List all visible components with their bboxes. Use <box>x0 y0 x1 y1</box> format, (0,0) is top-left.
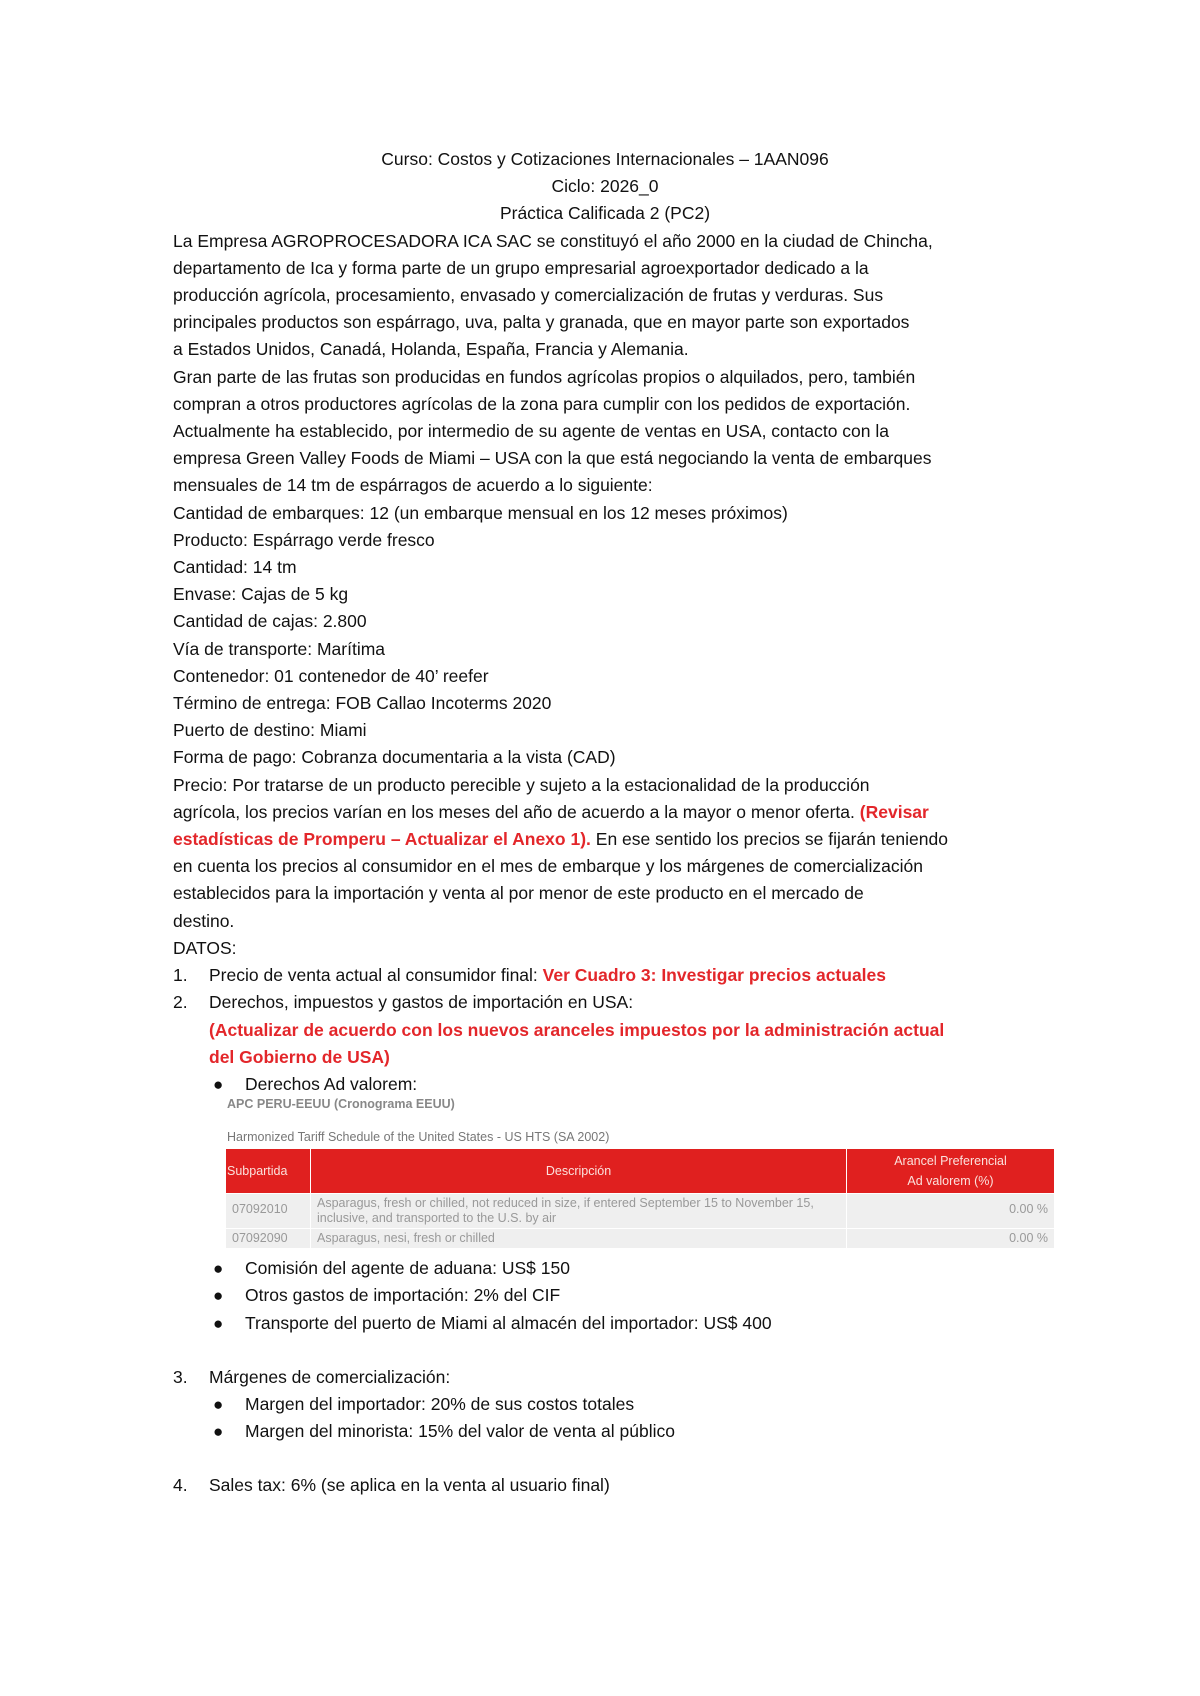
term-shipments: Cantidad de embarques: 12 (un embarque mensual en los 12 meses próximos) <box>173 502 788 523</box>
datos-list-continued <box>173 1255 1037 1499</box>
document-header <box>173 146 1037 228</box>
bullet-icon: ● <box>213 1313 224 1333</box>
bullet-item <box>209 1310 1037 1337</box>
margins-list <box>209 1391 1037 1445</box>
column-header <box>226 1149 311 1194</box>
price-line: en cuenta los precios al consumidor en el mes de embarque y los márgenes de comercialización <box>173 856 923 877</box>
datos-label: DATOS: <box>173 937 237 958</box>
table-cell-rate: 0.00 % <box>847 1229 1055 1249</box>
spacer <box>173 1445 1037 1472</box>
second-paragraph <box>173 364 1037 418</box>
import-costs-list <box>209 1071 1037 1098</box>
term-quantity: Cantidad: 14 tm <box>173 557 297 578</box>
price-highlight: estadísticas de Promperu – Actualizar el Anexo 1). <box>173 829 591 850</box>
table-cell-code: 07092090 <box>226 1229 311 1249</box>
term-payment: Forma de pago: Cobranza documentaria a la vista (CAD) <box>173 747 616 768</box>
bullet-item <box>209 1282 1037 1309</box>
bullet-text: Transporte del puerto de Miami al almacén del importador: US$ 400 <box>245 1312 772 1333</box>
item-highlight: del Gobierno de USA) <box>209 1046 390 1067</box>
bullet-text: Derechos Ad valorem: <box>245 1073 418 1094</box>
column-header <box>847 1149 1055 1194</box>
bullet-text: Margen del minorista: 15% del valor de venta al público <box>245 1421 675 1442</box>
bullet-icon: ● <box>213 1422 224 1442</box>
paragraph-line: mensuales de 14 tm de espárragos de acuerdo a lo siguiente: <box>173 475 653 496</box>
term-boxes: Cantidad de cajas: 2.800 <box>173 611 367 632</box>
document-body <box>173 146 1048 1500</box>
price-highlight: (Revisar <box>859 801 929 822</box>
datos-item-2 <box>173 989 1037 1098</box>
paragraph-line: compran a otros productores agrícolas de la zona para cumplir con los pedidos de exportación. <box>173 393 911 414</box>
column-header-text: Subpartida <box>227 1163 288 1178</box>
tariff-table <box>225 1148 1055 1249</box>
item-highlight: (Actualizar de acuerdo con los nuevos aranceles impuestos por la administración actual <box>209 1019 945 1040</box>
tariff-subtitle: Harmonized Tariff Schedule of the United States - US HTS (SA 2002) <box>227 1130 610 1145</box>
price-line <box>173 799 1037 826</box>
item-text: Derechos, impuestos y gastos de importación en USA: <box>209 992 634 1013</box>
table-row <box>226 1229 1055 1249</box>
price-line <box>173 826 1037 853</box>
bullet-item <box>209 1255 1037 1282</box>
intro-line: a Estados Unidos, Canadá, Holanda, España, Francia y Alemania. <box>173 339 689 360</box>
datos-item-3 <box>173 1364 1037 1446</box>
item-text: Precio de venta actual al consumidor final: <box>209 965 538 986</box>
item-text: Sales tax: 6% (se aplica en la venta al usuario final) <box>209 1475 610 1496</box>
intro-paragraph <box>173 228 1037 364</box>
bullet-text: Otros gastos de importación: 2% del CIF <box>245 1285 561 1306</box>
desc-text: inclusive, and transported to the U.S. by air <box>317 1211 557 1226</box>
paragraph-line: Actualmente ha establecido, por intermedio de su agente de ventas en USA, contacto con la <box>173 421 890 442</box>
item-number: 4. <box>173 1475 188 1496</box>
item-number: 1. <box>173 965 188 986</box>
practice-title: Práctica Calificada 2 (PC2) <box>499 203 711 224</box>
table-header-row <box>226 1149 1055 1194</box>
cycle-line: Ciclo: 2026_0 <box>551 176 659 197</box>
course-title: Curso: Costos y Cotizaciones Internacionales – 1AAN096 <box>381 149 829 169</box>
intro-line: departamento de Ica y forma parte de un grupo empresarial agroexportador dedicado a la <box>173 257 869 278</box>
column-header-text: Ad valorem (%) <box>907 1174 994 1189</box>
spacer <box>173 1337 1037 1364</box>
datos-item-2-cont <box>173 1255 1037 1337</box>
import-costs-list <box>209 1255 1037 1337</box>
intro-line: principales productos son espárrago, uva, palta y granada, que en mayor parte son exportados <box>173 312 910 333</box>
third-paragraph <box>173 418 1037 500</box>
bullet-text: Margen del importador: 20% de sus costos totales <box>245 1393 635 1414</box>
item-number: 3. <box>173 1366 188 1387</box>
bullet-icon: ● <box>213 1074 224 1094</box>
table-cell-desc: Asparagus, nesi, fresh or chilled <box>311 1229 847 1249</box>
term-packaging: Envase: Cajas de 5 kg <box>173 584 349 605</box>
table-cell-rate: 0.00 % <box>847 1194 1055 1229</box>
tariff-table-image <box>209 1094 1073 1249</box>
bullet-item <box>209 1418 1037 1445</box>
terms-list <box>173 500 1037 772</box>
item-number: 2. <box>173 992 188 1013</box>
term-transport: Vía de transporte: Marítima <box>173 638 386 659</box>
bullet-icon: ● <box>213 1286 224 1306</box>
intro-line: La Empresa AGROPROCESADORA ICA SAC se constituyó el año 2000 en la ciudad de Chincha, <box>173 230 933 251</box>
term-destination: Puerto de destino: Miami <box>173 720 367 741</box>
price-text: agrícola, los precios varían en los meses del año de acuerdo a la mayor o menor oferta. <box>173 801 855 822</box>
bullet-icon: ● <box>213 1259 224 1279</box>
datos-item-1 <box>173 962 1037 989</box>
item-highlight: Ver Cuadro 3: Investigar precios actuales <box>542 965 887 986</box>
paragraph-line: Gran parte de las frutas son producidas en fundos agrícolas propios o alquilados, pero, también <box>173 366 916 387</box>
price-paragraph <box>173 772 1037 935</box>
datos-list <box>173 962 1037 1098</box>
price-line: Precio: Por tratarse de un producto perecible y sujeto a la estacionalidad de la producción <box>173 774 870 795</box>
bullet-item <box>209 1071 1037 1098</box>
term-container: Contenedor: 01 contenedor de 40’ reefer <box>173 665 489 686</box>
table-cell-code: 07092010 <box>226 1194 311 1229</box>
tariff-title: APC PERU-EEUU (Cronograma EEUU) <box>227 1097 455 1112</box>
price-line: establecidos para la importación y venta al por menor de este producto en el mercado de <box>173 883 864 904</box>
price-line: destino. <box>173 910 235 931</box>
paragraph-line: empresa Green Valley Foods de Miami – USA con la que está negociando la venta de embarques <box>173 448 932 469</box>
table-cell-desc <box>311 1194 847 1229</box>
datos-item-4 <box>173 1472 1037 1499</box>
bullet-icon: ● <box>213 1394 224 1414</box>
item-text: Márgenes de comercialización: <box>209 1366 451 1387</box>
price-text: En ese sentido los precios se fijarán teniendo <box>595 829 948 850</box>
bullet-item <box>209 1391 1037 1418</box>
term-incoterm: Término de entrega: FOB Callao Incoterms 2020 <box>173 693 552 714</box>
table-row <box>226 1194 1055 1229</box>
column-header-text: Descripción <box>545 1163 612 1178</box>
desc-text: Asparagus, fresh or chilled, not reduced in size, if entered September 15 to November 15, <box>317 1196 814 1211</box>
column-header-text: Arancel Preferencial <box>894 1154 1007 1169</box>
intro-line: producción agrícola, procesamiento, envasado y comercialización de frutas y verduras. Sus <box>173 285 884 306</box>
term-product: Producto: Espárrago verde fresco <box>173 529 435 550</box>
column-header <box>311 1149 847 1194</box>
bullet-text: Comisión del agente de aduana: US$ 150 <box>245 1258 570 1279</box>
